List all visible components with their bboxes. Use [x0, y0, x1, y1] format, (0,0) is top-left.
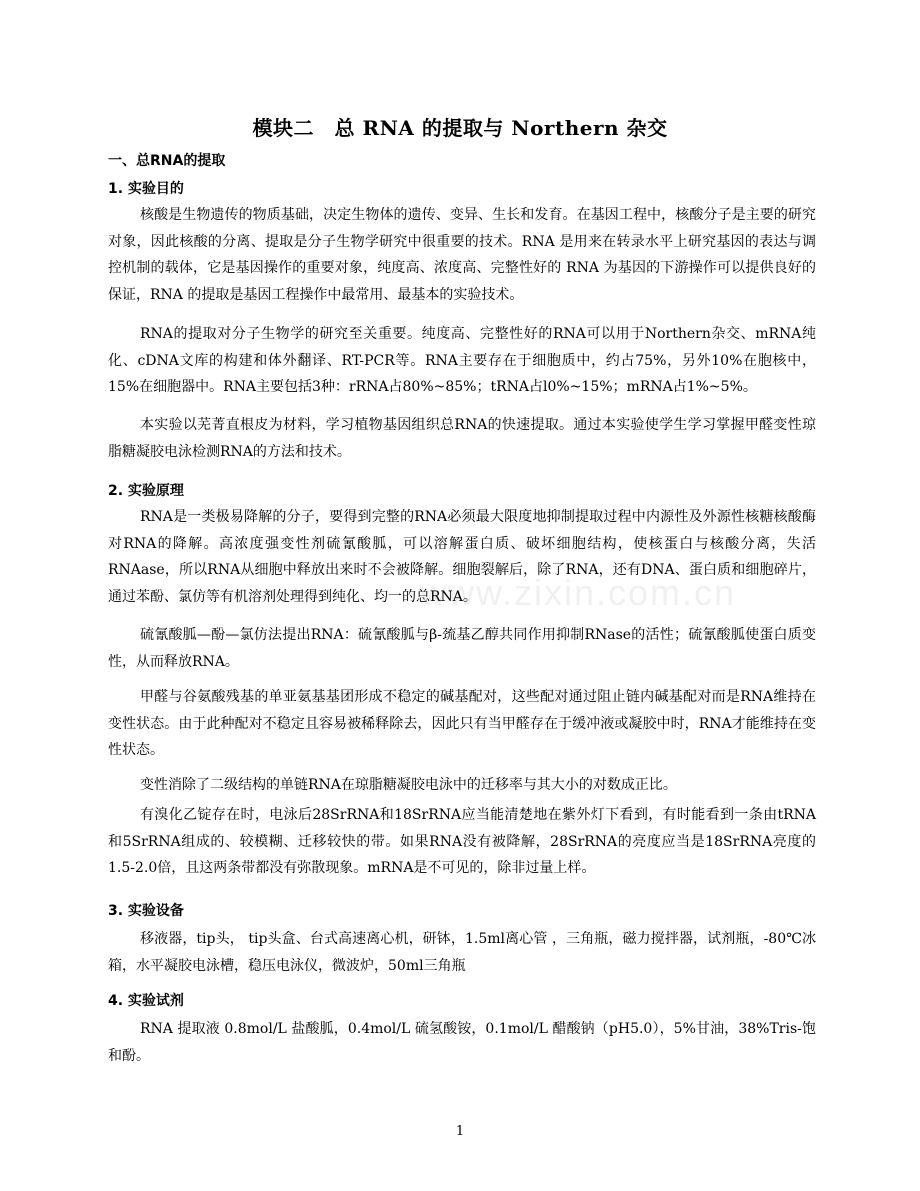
paragraph-principle-3: 甲醛与谷氨酸残基的单亚氨基基团形成不稳定的碱基配对，这些配对通过阻止链内碱基配对而是RNA维持在变性状态。由于此种配对不稳定且容易被稀释除去，因此只有当甲醛存在于缓冲液或凝胶中时，RNA才能维持在变性状态。	[108, 689, 816, 758]
paragraph-principle-5: 有溴化乙锭存在时，电泳后28SrRNA和18SrRNA应当能清楚地在紫外灯下看到，有时能看到一条由tRNA和5SrRNA组成的、较模糊、迁移较快的带。如果RNA没有被降解，28SrRNA的亮度应当是18SrRNA亮度的1.5-2.0倍，且这两条带都没有弥散现象。mRNA是不可见的，除非过量上样。	[108, 807, 816, 876]
paragraph-purpose-3: 本实验以芜菁直根皮为材料，学习植物基因组织总RNA的快速提取。通过本实验使学生学习掌握甲醛变性琼脂糖凝胶电泳检测RNA的方法和技术。	[108, 417, 816, 460]
paragraph-purpose-1: 核酸是生物遗传的物质基础，决定生物体的遗传、变异、生长和发育。在基因工程中，核酸分子是主要的研究对象，因此核酸的分离、提取是分子生物学研究中很重要的技术。RNA 是用来在转录水平上研究基因的表达与调控机制的载体，它是基因操作的重要对象，纯度高、浓度高、完整性好的 RNA 为基因的下游操作可以提供良好的保证，RNA 的提取是基因工程操作中最常用、最基本的实验技术。	[108, 207, 816, 303]
watermark: www.zixin.com.cn	[420, 572, 737, 613]
section-heading-purpose: 1. 实验目的	[108, 181, 184, 197]
paragraph-purpose-2: RNA的提取对分子生物学的研究至关重要。纯度高、完整性好的RNA可以用于Northern杂交、mRNA纯化、cDNA文库的构建和体外翻译、RT-PCR等。RNA主要存在于细胞质中，约占75%，另外10%在胞核中，15%在细胞器中。RNA主要包括3种：rRNA占80%~85%；tRNA占l0%~15%；mRNA占1%~5%。	[108, 326, 816, 395]
paragraph-principle-4: 变性消除了二级结构的单链RNA在琼脂糖凝胶电泳中的迁移率与其大小的对数成正比。	[140, 777, 677, 793]
section-heading-total-rna-extraction: 一、总RNA的提取	[108, 153, 226, 169]
section-heading-equipment: 3. 实验设备	[108, 903, 184, 919]
document-title: 模块二 总 RNA 的提取与 Northern 杂交	[252, 116, 668, 140]
paragraph-reagents: RNA 提取液 0.8mol/L 盐酸胍，0.4mol/L 硫氢酸铵，0.1mol/L 醋酸钠（pH5.0），5%甘油，38%Tris-饱和酚。	[108, 1021, 816, 1064]
paragraph-equipment: 移液器，tip头， tip头盒、台式高速离心机，研钵，1.5ml离心管 ，三角瓶，磁力搅拌器，试剂瓶，-80℃冰箱，水平凝胶电泳槽，稳压电泳仪，微波炉，50ml三角瓶	[108, 931, 816, 974]
section-heading-reagents: 4. 实验试剂	[108, 993, 184, 1009]
paragraph-principle-2: 硫氰酸胍—酚—氯仿法提出RNA：硫氰酸胍与β-巯基乙醇共同作用抑制RNase的活性；硫氰酸胍使蛋白质变性，从而释放RNA。	[108, 627, 816, 670]
page-number: 1	[455, 1124, 465, 1139]
section-heading-principle: 2. 实验原理	[108, 483, 184, 499]
paragraph-principle-1: RNA是一类极易降解的分子，要得到完整的RNA必须最大限度地抑制提取过程中内源性及外源性核糖核酸酶对RNA的降解。高浓度强变性剂硫氰酸胍，可以溶解蛋白质、破坏细胞结构，使核蛋白与核酸分离，失活RNAase，所以RNA从细胞中释放出来时不会被降解。细胞裂解后，除了RNA，还有DNA、蛋白质和细胞碎片，通过苯酚、氯仿等有机溶剂处理得到纯化、均一的总RNA。	[108, 509, 816, 605]
